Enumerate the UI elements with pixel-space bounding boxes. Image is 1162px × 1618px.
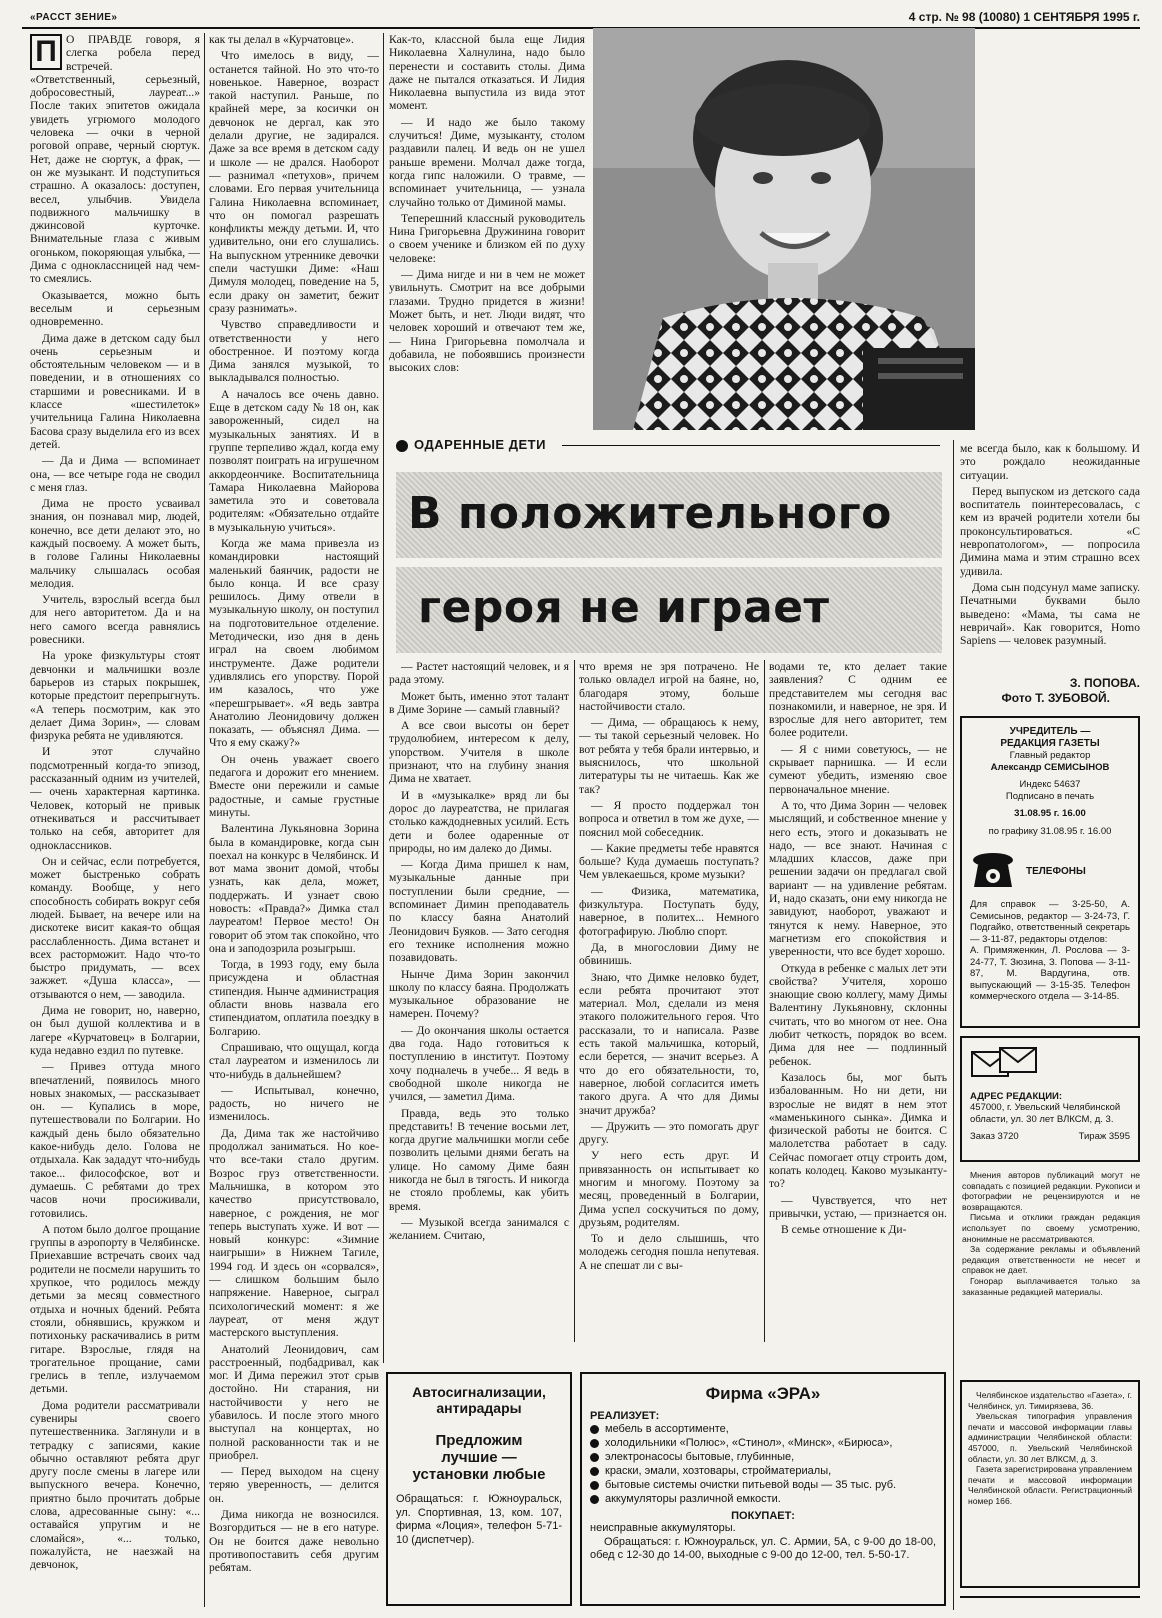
ad-era-title: Фирма «ЭРА» [705,1384,821,1403]
paragraph: В семье отношение к Ди- [781,1223,907,1237]
portrait-photo [593,28,975,430]
paragraph: Может быть, именно этот талант в Диме Зорине — самый главный? [389,689,569,716]
signed-label: Подписано в печать [1005,790,1095,802]
paragraph: Да, Дима так же настойчиво продолжал заниматься. Но кое-что все-таки стало другим. Возрос груз ответственности. Мальчишка, в котором это качество присутствовало, наверное, с рождения, не мог теперь выступать хуже. И вот — новый конкурс: «Зимние наигрыши» в Нижнем Тагиле, 1994 год. И здесь он «сорвался», — слишком большим было напряжение. Наверное, сыграл психологический момент: я же лауреат, от меня ждут мастерского выступления. [209,1126,379,1340]
paragraph: ме всегда было, как к большому. И это рождало неожиданные ситуации. [960,442,1140,482]
paragraph: — Дима нигде и ни в чем не может увильнуть. Смотрит на все добрыми глазами. Трудно придется в жизни! Может быть, и нет. Люди видят, что человек хороший и отвечают тем же, — Нина Григорьевна помолчала и добавила, не побоявшись произнести высоких слов: [389,268,585,375]
paragraph: И в «музыкалке» вряд ли бы дорос до лауреатства, не прилагая столько каждодневных усилий. Есть дети и более одаренные от природы, но им далеко до Димы. [389,788,569,855]
paragraph: — Да и Дима — вспоминает она, — все четыре года не сводил с меня глаз. [30,454,200,494]
schedule: по графику 31.08.95 г. 16.00 [988,825,1112,837]
paragraph: Анатолий Леонидович, сам расстроенный, подбадривал, как мог. И Дима пережил этот срыв достойно. Ни старания, ни настойчивости у него не убавилось. И после этого много выступал на концертах, но полной раскованности так и не приобрел. [209,1342,379,1462]
editor-name: Александр СЕМИСЫНОВ [990,761,1110,773]
bullet-icon [590,1481,599,1490]
paragraph: Спрашиваю, что ощущал, когда стал лауреатом и изменилось ли что-нибудь в дальнейшем? [209,1040,379,1081]
ad-era-contact: Обращаться: г. Южноуральск, ул. С. Армии, 5А, с 9-00 до 18-00, обед с 12-30 до 14-00, выходные с 9-00 до 12-00, тел. 5-50-17. [590,1535,936,1561]
ad-alarms-subtitle-3: установки любые [412,1466,546,1483]
portrait-illustration [593,28,975,430]
paragraph: А началось все очень давно. Еще в детском саду № 18 он, как завороженный, сидел на музыкальных занятиях. И в группе терпеливо ждал, когда ему позволят поиграть на игрушечном аккордеончике. Воспитательница Тамара Николаевна Майорова заметила это и советовала родителям: «Обязательно отдайте в музыкальную учиться». [209,387,379,534]
bullet-icon [590,1467,599,1476]
paragraph: Дома сын подсунул маме записку. Печатными буквами было выведено: «Мама, ты сама не невричай». Как говорится, Homo Sapiens — человек разумный. [960,580,1140,648]
paragraph: — Перед выходом на сцену теряю уверенность, — делится он. [209,1465,379,1505]
editor-label: Главный редактор [1009,750,1091,761]
order-number: Заказ 3720 [970,1131,1019,1142]
paragraph: Учитель, взрослый всегда был для него авторитетом. Да и на него самого всегда равнялись ровесники. [30,593,200,647]
disclaimer-paragraph: За содержание рекламы и объявлений редакция ответственности не несет и справок не дает. [962,1244,1140,1276]
paragraph: — Физика, математика, физкультура. Поступать буду, наверное, в политех... Немного фотографирую. Люблю спорт. [579,884,759,938]
paragraph: И этот случайно подсмотренный когда-то эпизод, рассказанный одним из учителей, — очень характерная картинка. Человек, который не привык отнекиваться и рассчитывает только на себя, авторитет для одноклассников. [30,745,200,852]
paragraph: Перед выпуском из детского сада воспитатель поинтересовалась, с кем из врачей родители хотели бы проконсультироваться. «С невропатологом», — попросила Димина мама и этим страшно всех удивила. [960,484,1140,578]
column-divider [764,660,765,1342]
telephone-icon [970,851,1016,891]
phones-title: ТЕЛЕФОНЫ [1026,865,1086,877]
bullet-icon [590,1453,599,1462]
paragraph: — Растет настоящий человек, и я рада этому. [389,660,569,687]
rubric-title: ОДАРЕННЫЕ ДЕТИ [414,437,546,452]
ad-era [580,1372,946,1606]
paragraph: Правда, ведь это только представить! В течение восьми лет, когда другие мальчишки могли себе позволить целыми днями бегать на улице. Но самому Диме баян никогда не был в тягость. И никогда не стояло проблемы, как убить время. [389,1106,569,1213]
printing-box [960,1380,1140,1588]
paragraph: — И надо же было такому случиться! Диме, музыканту, столом раздавили палец. И ведь он не ушел раньше времени. Молчал даже тогда, когда гипс наложили. О травме, — вспоминает учительница, — узнала случайно только от Диминой мамы. [389,115,585,209]
paragraph: А все свои высоты он берет трудолюбием, интересом к делу, упорством. Учителя в школе признают, что на глубину знания Дима не хватает. [389,719,569,786]
ad-era-item: бытовые системы очистки питьевой воды — 35 тыс. руб. [590,1478,936,1492]
paragraph: как ты делал в «Курчатовце». [209,33,354,46]
section-rubric: «РАССТ ЗЕНИЕ» [30,12,118,23]
paragraph: Дима не просто усваивал знания, он познавал мир, людей, конечно, все дети делают это, но каждый посвоему. А может быть, в голове Галины Николаевны мальчику слышалась особая мелодия. [30,497,200,590]
printing-paragraph: Увельская типография управления печати и массовой информации главы администрации Челябинской области: 457000, п. Увельский Челябинской области, ул. 30 лет ВЛКСМ, д. 3. [968,1411,1132,1464]
article-column-3 [389,33,585,433]
paragraph: На уроке физкультуры стоят девчонки и мальчишки возле барьеров из старых покрышек, которые предстоит перепрыгнуть. «А теперь посмотрим, как это делает Дима Зорин», — словам физрука ребята не удивляются. [30,649,200,743]
paragraph: — Какие предметы тебе нравятся больше? Куда думаешь поступать? Чем увлекаешься, кроме музыки? [579,841,759,882]
paragraph: То и дело слышишь, что молодежь сегодня пошла непутевая. А не спешат ли с вы- [579,1232,759,1272]
paragraph: У него есть друг. И привязанность он испытывает ко многим и многому. Поэтому за месяц, проведенный в Болгарии, Дима успел соскучиться по дому, друзьям, родителям. [579,1149,759,1229]
paragraph: Да, в многословии Диму не обвинишь. [579,940,759,968]
ad-era-item: холодильники «Полюс», «Стинол», «Минск», «Бирюса», [590,1436,936,1450]
paragraph: Что имелось в виду, — останется тайной. Но это что-то новенькое. Наверное, возраст такой наступил. Раньше, по крайней мере, за косички он девчонок не дергал, как это делали другие, не задирался. Даже за все время в детском саду и школе — не дрался. Наоборот — разнимал «петухов», причем словами. Его первая учительница Галина Николаевна вспоминает, что он помогал разрешать конфликты между детьми. И, что удивительно, они его слушались. На выпускном утреннике девочки спели частушки Диме: «Наш Димуля молодец, поведение на 5, если драку он заметит, бежит сразу разнимать». [209,49,379,315]
paragraph: — Испытывал, конечно, радость, но ничего не изменилось. [209,1083,379,1124]
founder-text: РЕДАКЦИЯ ГАЗЕТЫ [1000,738,1100,749]
disclaimer-paragraph: Мнения авторов публикаций могут не совпадать с позицией редакции. Рукописи и фотографии не рецензируются и не возвращаются. [962,1170,1140,1212]
address-title: АДРЕС РЕДАКЦИИ: [970,1091,1063,1102]
paragraph: что время не зря потрачено. Не только овладел игрой на баяне, но, благодаря этому, больше настойчивости стало. [579,660,759,713]
paragraph: Он очень уважает своего педагога и дорожит его мнением. Вместе они пережили и самые радостные, и самые грустные минуты. [209,752,379,819]
paragraph: А потом было долгое прощание группы в аэропорту в Челябинске. Приехавшие встречать своих чад родители не посмели нарушить то хрупкое, что родилось между детьми за месяц совместного отдыха и ночных бдений. Ребята стояли, обнявшись, кружком и потихоньку раскачивались в ритм гитаре. Взрослые, глядя на трогательное прощание, сами грелись в тепле, излучаемом детьми. [30,1222,200,1396]
paragraph: Дима никогда не возносился. Возгордиться — не в его натуре. Он не боится даже невольно противопоставить себя другим ребятам. [209,1508,379,1575]
paragraph: — Когда Дима пришел к нам, музыкальные данные при поступлении были средние, — вспоминает Димин преподаватель по классу баяна Анатолий Леонидович Буяков. — Зато сегодня его технике исполнения можно позавидовать. [389,858,569,965]
bullet-icon [590,1425,599,1434]
rubric-rule [562,445,940,446]
ad-era-item: краски, эмали, хозтовары, стройматериалы, [590,1464,936,1478]
disclaimer-paragraph: Письма и отклики граждан редакция использует по своему усмотрению, анонимные не рассматриваются. [962,1212,1140,1244]
paragraph: водами те, кто делает такие заявления? С одним ее представителем мы сегодня вас познакомили, и наверное, не зря. И взрослые для него авторитет, тем более родители. [769,660,947,740]
printing-paragraph: Челябинское издательство «Газета», г. Челябинск, ул. Тимирязева, 36. [968,1390,1132,1411]
disclaimer [962,1170,1140,1297]
paragraph: — Дима, — обращаюсь к нему, — ты такой серьезный человек. Но вот ребята у тебя брали интервью, и выяснилось, что школьной литературы ты не читаешь. Как же так? [579,716,759,796]
paragraph: Чувство справедливости и ответственности у него обостренное. И поэтому когда Дима занялся музыкой, то выкладывался полностью. [209,318,379,385]
article-column-7 [960,442,1140,662]
paragraph: Казалось бы, мог быть избалованным. Но ни дети, ни взрослые не видят в нем этот «маменькиного сынка». Димка и физической работы не боится. С малолетства работает в саду. Сейчас помогает отцу строить дом, копать колодец. Каково музыканту-то? [769,1070,947,1191]
phones-text-2: А. Примяженкин, Л. Рослова — 3-24-77, Т. Зюзина, З. Попова — 3-11-87, М. Вардугина, отв. выпускающий — 3-15-35. Телефон коммерческого отдела — 3-14-85. [970,945,1130,1002]
paragraph: Нынче Дима Зорин закончил школу по классу баяна. Продолжать музыкальное образование не намерен. Почему? [389,967,569,1021]
founder-label: УЧРЕДИТЕЛЬ — [1009,726,1091,737]
column-divider [574,660,575,1342]
article-column-4 [389,660,569,1342]
article-column-2 [209,33,379,1607]
paragraph: — Привез оттуда много впечатлений, появилось много новых знакомых, — рассказывает он. — Купались в море, путешествовали по Болгарии. Но каждый день было обязательно какое-нибудь дело. Голова не отдыхала. Как зададут что-нибудь такое... философское, вот и думаешь. С ребятами до трех часов ночи просиживали, готовились. [30,1060,200,1220]
headline-line-1: В положительного [408,488,892,539]
drop-cap: П [30,34,62,70]
circulation: Тираж 3595 [1078,1131,1130,1142]
rubric-bullet [396,440,408,452]
photo-credit: Фото Т. ЗУБОВОЙ. [1001,691,1110,705]
ad-alarms-subtitle-2: лучшие — [441,1449,517,1466]
article-column-6 [769,660,947,1342]
paragraph: — Я с ними советуюсь, — не скрывает парнишка. — И если сумеют убедить, изменяю свое первоначальное мнение. [769,742,947,796]
phones-text: Для справок — 3-25-50, А. Семисынов, редактор — 3-24-73, Г. Подгайко, ответственный секретарь — 3-11-87, редакторы отделов: [970,899,1130,945]
paragraph: Дима не говорит, но, наверно, он был душой коллектива и в лагере «Курчатовец» в Болгарии, куда недавно ездил по путевке. [30,1004,200,1057]
ad-alarms [386,1372,572,1606]
article-column-1 [30,33,200,1607]
paragraph: А то, что Дима Зорин — человек мыслящий, и собственное мнение у него есть, этого и доказывать не надо, — все знают. Начиная с младших классов, даже при решении задачи он предлагал свой вариант — на удивление ребятам. И, надо сказать, они ему никогда не завидуют, наоборот, уважают и тянутся к нему. Наверное, это магнетизм его спокойствия и уверенности, что все будет хорошо. [769,798,947,959]
ad-alarms-title: Автосигнализации, антирадары [412,1384,546,1416]
envelope-icon [970,1046,1040,1080]
paragraph: Дима даже в детском саду был очень серьезным и обстоятельным человеком — и в поведении, и в отношениях со старшими и ровесниками. И в классе «шестилеток» учительница Галина Николаевна Басова сразу выделила его из всех детей. [30,331,200,451]
ad-era-buys-text: неисправные аккумуляторы. [590,1522,736,1534]
bottom-rule [960,1596,1140,1598]
paragraph: — Дружить — это помогать друг другу. [579,1119,759,1147]
signed-date: 31.08.95 г. 16.00 [1014,808,1086,819]
bullet-icon [590,1495,599,1504]
paragraph: О ПРАВДЕ говоря, я слегка робела перед встречей. «Ответственный, серьезный, добросовестный, лауреат...» После таких эпитетов ожидала увидеть угрюмого молодого человека — очки в черной роговой оправе, черный сюртук. Нет, даже не сюртук, а фрак, — он же музыкант. И подступиться страшно. А оказалось: доступен, весел, улыбчив. Увидела подвижного мальчишку в джинсовой курточке. Внимательные глаза с живым огоньком, покоряющая улыбка, — Дима с одноклассницей над чем-то смеялись. [30,33,200,286]
paragraph: Теперешний классный руководитель Нина Григорьевна Дружинина говорит о своем ученике и близком ей по духу человеке: [389,211,585,265]
bullet-icon [590,1439,599,1448]
ad-alarms-subtitle-1: Предложим [435,1432,523,1449]
paragraph: — До окончания школы остается два года. Надо готовиться к поступлению в институт. Поэтому хочу подналечь в учебе... Я ведь в свободной школе никогда не учился, — заметил Дима. [389,1023,569,1104]
column-divider [953,440,954,1610]
paragraph: Как-то, классной была еще Лидия Николаевна Халнулина, надо было перенести и составить столы. Дима даже не пытался отказаться. И Лидия Николаевна выпустила из вида этот момент. [389,33,585,113]
printing-paragraph: Газета зарегистрирована управлением печати и массовой информации Челябинской области. Регистрационный номер 166. [968,1464,1132,1506]
headline-line-2: героя не играет [418,582,830,633]
column-divider [204,33,205,1607]
paragraph: Дома родители рассматривали сувениры своего путешественника. Заглянули и в тетрадку с записями, какие обычно оставляют ребята друг другу после смены в лагере или выпускного вечера. Конечно, приятно было прочитать добрые слова, адресованные сыну: «... оставайся упругим и не сломайся», «... только, пожалуйста, не наезжай на девчонок, [30,1398,200,1572]
author-signature: З. ПОПОВА. [1069,676,1140,690]
issue-info: 4 стр. № 98 (10080) 1 СЕНТЯБРЯ 1995 г. [908,10,1140,24]
ad-era-item: мебель в ассортименте, [590,1422,936,1436]
ad-era-buys-label: ПОКУПАЕТ: [731,1510,795,1522]
paragraph: Тогда, в 1993 году, ему была присуждена и областная стипендия. Нынче администрация области вновь назвала его стипендиатом, оплатила поездку в Болгарию. [209,958,379,1038]
paragraph: Он и сейчас, если потребуется, может быстренько собрать команду. Вообще, у него способность собирать вокруг себя людей. Бывает, на вечере или на дискотеке висит какая-то общая расслабленность. Дима встанет и всех расторможит. Надо что-то быстро придумать, — всех зажжет. «Душа класса», — отзываются о нем, — заводила. [30,854,200,1001]
paragraph: — Чувствуется, что нет привычки, устаю, — признается он. [769,1193,947,1220]
ad-alarms-contact: Обращаться: г. Южноуральск, ул. Спортивная, 13, ком. 107, фирма «Лоция», телефон 5-71-10 (диспетчер). [396,1493,562,1546]
paragraph: Оказывается, можно быть веселым и серьезным одновременно. [30,288,200,329]
paragraph: Откуда в ребенке с малых лет эти свойства? Учителя, хорошо знающие свою коллегу, маму Димы Валентину Лукьяновну, склонны считать, что во многом от нее. Она любит четкость, порядок во всем. Дима для нее — подлинный ребенок. [769,961,947,1068]
address-box [960,1036,1140,1162]
paragraph: Знаю, что Димке неловко будет, если ребята прочитают этот материал. Мол, сделали из меня этакого положительного героя. Что рассказали, то и написала. Разве есть такой мальчишка, который, если берется, — значит всерьез. А что до его обязательности, то, наверное, любой согласится иметь такого друга. А что для Димы значит дружба? [579,970,759,1117]
imprint-box [960,716,1140,1028]
disclaimer-paragraph: Гонорар выплачивается только за заказанные редакцией материалы. [962,1275,1140,1297]
paragraph: — Я просто поддержал тон вопроса и ответил в том же духе, — пояснил мой собеседник. [579,798,759,839]
column-divider [383,33,384,1363]
paragraph: Валентина Лукьяновна Зорина была в командировке, когда сын поехал на конкурс в Челябинск. И вот мама звонит домой, чтобы узнать, как дела, может, поддержать. И узнает свою новость: «Правда?» Димка стал лауреатом! Первое место! Он говорит об этом так спокойно, что она и заподозрила розыгрыш. [209,822,379,955]
ad-era-item: электронасосы бытовые, глубинные, [590,1450,936,1464]
subscription-index: Индекс 54637 [1019,779,1081,790]
paragraph: — Музыкой всегда занимался с желанием. Считаю, [389,1215,569,1243]
paragraph: Когда же мама привезла из командировки настоящий маленький баянчик, радости не было конца. И все сразу решилось. Диму отвели в музыкальную школу, он поступил на подготовительное отделение. Методически, изо дня в день играл на своем любимом инструменте. Даже родители удивлялись его упорству. Порой им казалось, что уже «перешгрывает». «Я ведь завтра Анатолию Леонидовичу должен показать, — объяснял Дима. — Что я ему скажу?» [209,536,379,750]
article-column-5 [579,660,759,1342]
ad-era-item: аккумуляторы различной емкости. [590,1492,936,1506]
address-text: 457000, г. Увельский Челябинской области, ул. 30 лет ВЛКСМ, д. 3. [970,1102,1121,1125]
ad-era-sells-label: РЕАЛИЗУЕТ: [590,1410,660,1422]
